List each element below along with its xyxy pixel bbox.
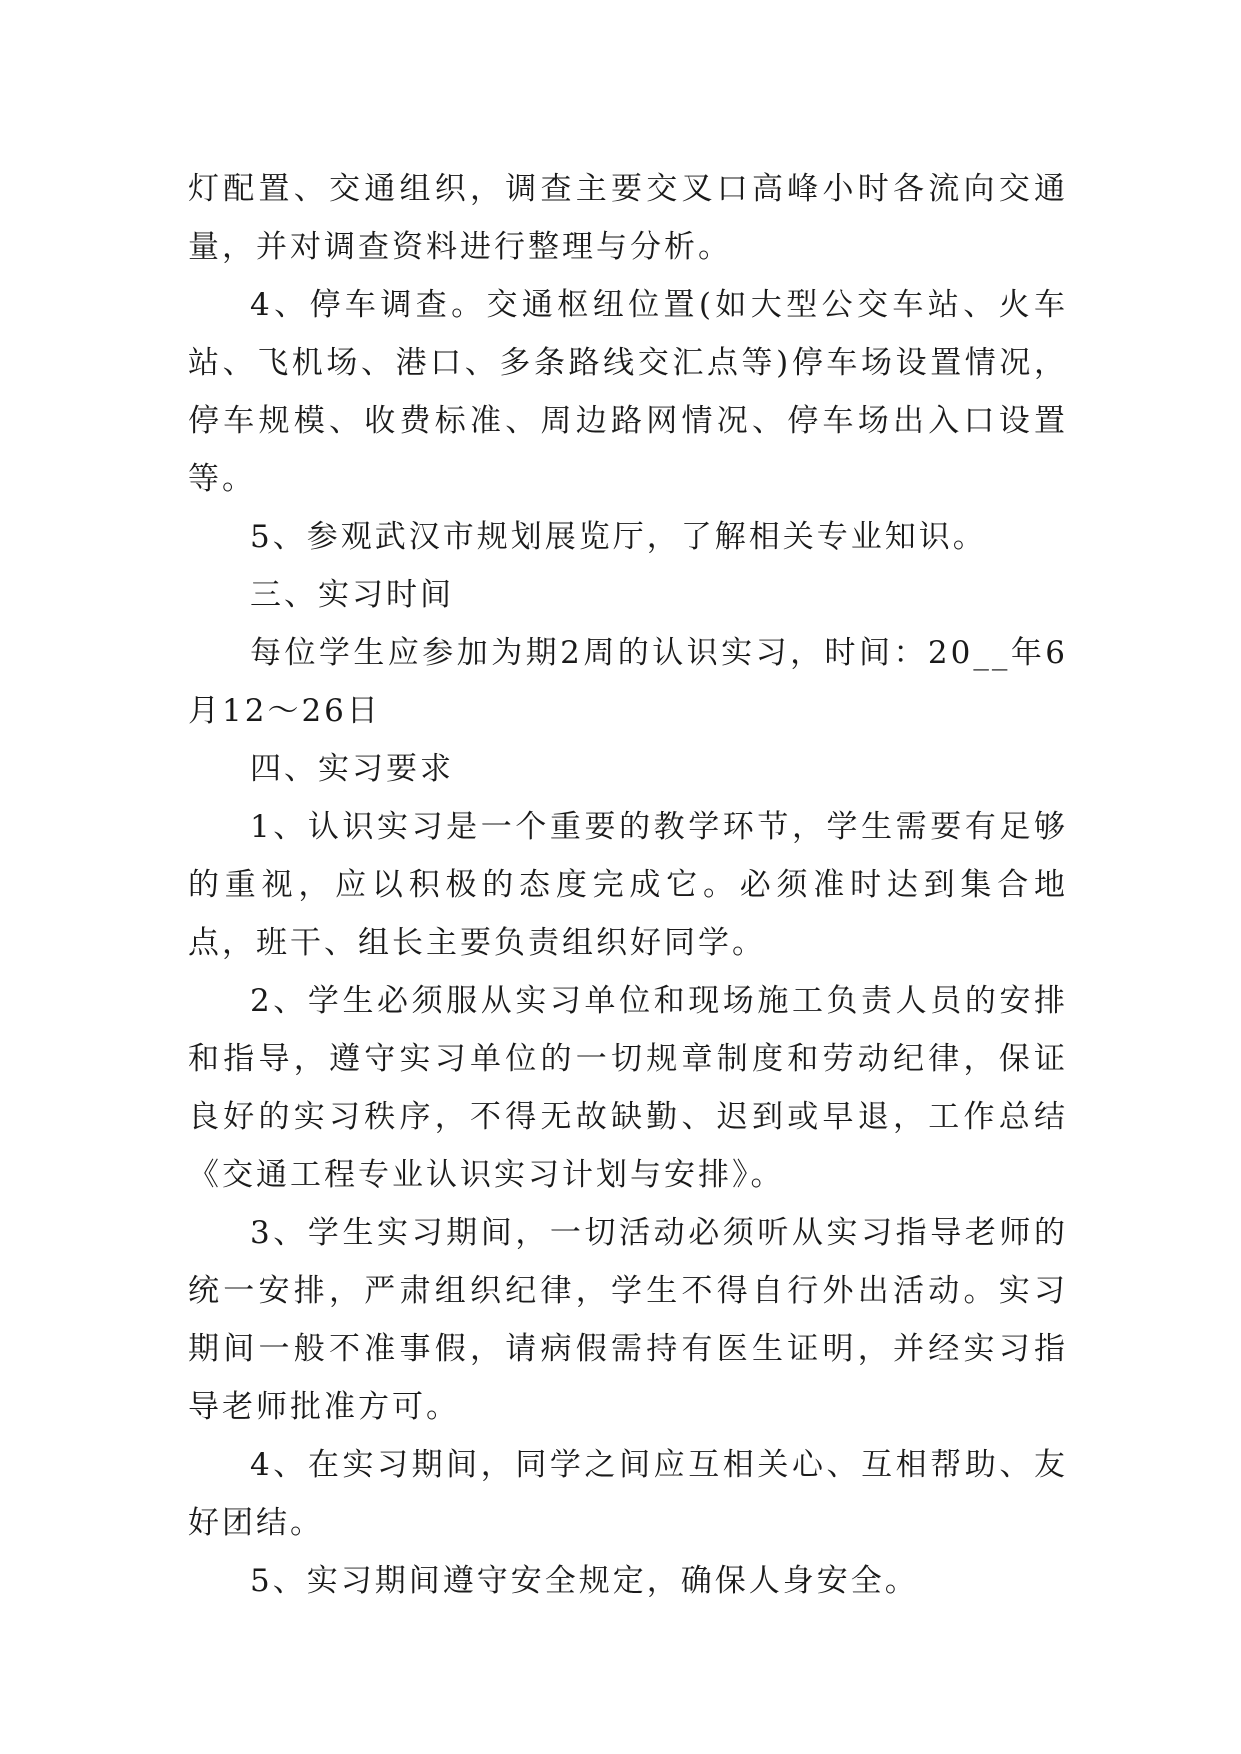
paragraph-parking-survey: 4、停车调查。交通枢纽位置(如大型公交车站、火车站、飞机场、港口、多条路线交汇点等)停车场设置情况，停车规模、收费标准、周边路网情况、停车场出入口设置等。: [188, 287, 1068, 497]
paragraph-requirement-4: 4、在实习期间，同学之间应互相关心、互相帮助、友好团结。: [188, 1447, 1068, 1541]
paragraph-time: 每位学生应参加为期2周的认识实习，时间：20__年6月12～26日: [188, 635, 1068, 729]
document-body: [188, 160, 1068, 1610]
paragraph-requirement-1: 1、认识实习是一个重要的教学环节，学生需要有足够的重视，应以积极的态度完成它。必须准时达到集合地点，班干、组长主要负责组织好同学。: [188, 809, 1068, 961]
paragraph-requirement-3: 3、学生实习期间，一切活动必须听从实习指导老师的统一安排，严肃组织纪律，学生不得自行外出活动。实习期间一般不准事假，请病假需持有医生证明，并经实习指导老师批准方可。: [188, 1215, 1068, 1425]
paragraph-exhibition-visit: 5、参观武汉市规划展览厅，了解相关专业知识。: [250, 519, 987, 555]
paragraph-continuation: 灯配置、交通组织，调查主要交叉口高峰小时各流向交通量，并对调查资料进行整理与分析。: [188, 171, 1068, 265]
section-heading-time: 三、实习时间: [250, 577, 454, 613]
section-heading-requirements: 四、实习要求: [250, 751, 454, 787]
paragraph-requirement-5: 5、实习期间遵守安全规定，确保人身安全。: [250, 1563, 919, 1599]
paragraph-requirement-2: 2、学生必须服从实习单位和现场施工负责人员的安排和指导，遵守实习单位的一切规章制度和劳动纪律，保证良好的实习秩序，不得无故缺勤、迟到或早退，工作总结《交通工程专业认识实习计划与安排》。: [188, 983, 1068, 1193]
